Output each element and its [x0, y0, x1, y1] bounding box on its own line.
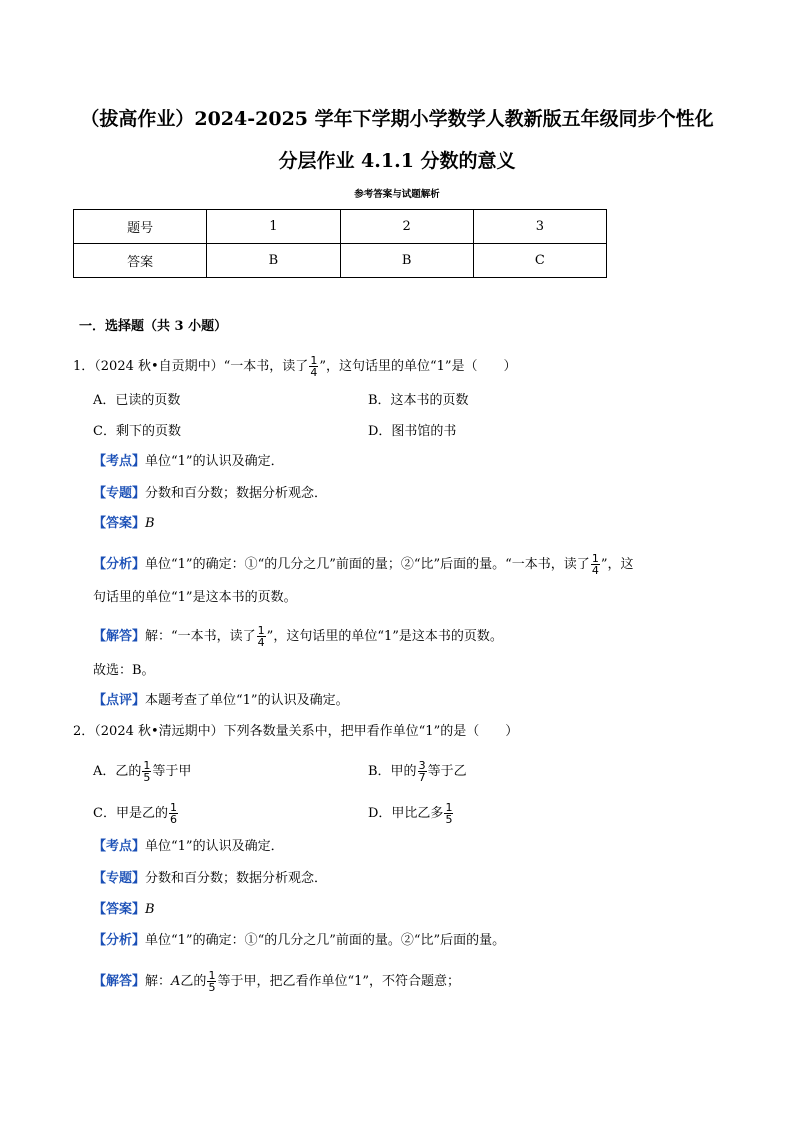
table-row	[74, 244, 607, 278]
q2-fenxi-text: 单位“1”的确定：①“的几分之几”前面的量。②“比”后面的量。	[145, 933, 506, 948]
q2-option-c	[93, 802, 179, 825]
kaodian-tag: 【考点】	[93, 454, 146, 469]
q1-fenxi-cont: 句话里的单位“1”是这本书的页数。	[93, 590, 297, 605]
denominator: 6	[169, 813, 177, 826]
denominator: 7	[418, 771, 426, 784]
table-cell: 2	[340, 210, 473, 244]
answer-table	[73, 209, 607, 278]
table-cell: 1	[207, 210, 340, 244]
q1-answer	[93, 515, 155, 533]
denominator: 5	[445, 813, 453, 826]
q1-fenxi-text: ”，这	[600, 557, 634, 572]
numerator: 1	[257, 624, 265, 637]
q1-kaodian	[93, 453, 284, 471]
fenxi-tag: 【分析】	[93, 557, 146, 572]
numerator: 1	[310, 354, 318, 367]
daan-tag: 【答案】	[93, 516, 146, 531]
section-heading: 一．选择题（共 3 小题）	[79, 319, 228, 334]
denominator: 5	[143, 771, 151, 784]
q2-option-a-text: A．乙的	[93, 764, 142, 779]
table-row	[74, 210, 607, 244]
page-title-line2: 分层作业 4.1.1 分数的意义	[278, 150, 516, 172]
q2-zhuanti	[93, 870, 327, 888]
q2-option-d-text: D．甲比乙多	[368, 806, 444, 821]
fraction	[418, 760, 427, 783]
denominator: 4	[591, 564, 599, 577]
q2-option-c-text: C．甲是乙的	[93, 806, 168, 821]
denominator: 5	[208, 981, 216, 994]
q1-stem-text: 1．（2024 秋•自贡期中）“一本书，读了	[73, 359, 309, 374]
numerator: 1	[591, 552, 599, 565]
kaodian-tag: 【考点】	[93, 839, 146, 854]
q2-jieda-text: 乙的	[180, 974, 207, 989]
fraction	[257, 625, 266, 648]
q1-guxuan: 故选：B。	[93, 663, 155, 678]
fraction	[444, 802, 453, 825]
zhuanti-tag: 【专题】	[93, 871, 146, 886]
table-cell: B	[340, 244, 473, 278]
q1-dianping-text: 本题考查了单位“1”的认识及确定。	[145, 693, 349, 708]
denominator: 4	[310, 366, 318, 379]
numerator: 3	[418, 759, 426, 772]
q1-stem	[73, 355, 517, 378]
q1-jieda	[93, 625, 503, 648]
fraction	[591, 553, 600, 576]
q2-option-b	[368, 760, 467, 783]
q2-jieda	[93, 970, 460, 993]
page-title-line1: （拔高作业）2024-2025 学年下学期小学数学人教新版五年级同步个性化	[80, 108, 714, 130]
q1-fenxi-text: 单位“1”的确定：①“的几分之几”前面的量；②“比”后面的量。“一本书，读了	[145, 557, 590, 572]
q2-jieda-letter: A	[171, 974, 181, 989]
numerator: 1	[143, 759, 151, 772]
q2-kaodian	[93, 838, 284, 856]
q1-stem-text: ”，这句话里的单位“1”是（ ）	[319, 359, 517, 374]
table-cell: 题号	[74, 210, 207, 244]
table-cell: 3	[473, 210, 606, 244]
numerator: 1	[169, 801, 177, 814]
fenxi-tag: 【分析】	[93, 933, 146, 948]
q1-option-c: C．剩下的页数	[93, 424, 181, 439]
q1-answer-letter: B	[145, 516, 155, 531]
q2-answer-letter: B	[145, 902, 155, 917]
q1-zhuanti	[93, 485, 327, 503]
q1-jieda-text: 解：“一本书，读了	[145, 629, 256, 644]
fraction	[142, 760, 151, 783]
q2-zhuanti-text: 分数和百分数；数据分析观念．	[145, 871, 328, 886]
fraction	[169, 802, 178, 825]
q2-answer	[93, 901, 155, 919]
q2-stem: 2．（2024 秋•清远期中）下列各数量关系中，把甲看作单位“1”的是（ ）	[73, 724, 519, 739]
q1-zhuanti-text: 分数和百分数；数据分析观念．	[145, 486, 328, 501]
fraction	[207, 970, 216, 993]
numerator: 1	[208, 969, 216, 982]
q1-fenxi	[93, 553, 633, 576]
q2-option-a-text: 等于甲	[152, 764, 192, 779]
zhuanti-tag: 【专题】	[93, 486, 146, 501]
q1-option-a: A．已读的页数	[93, 393, 181, 408]
denominator: 4	[257, 636, 265, 649]
jieda-tag: 【解答】	[93, 629, 146, 644]
q2-kaodian-text: 单位“1”的认识及确定．	[145, 839, 284, 854]
q2-option-b-text: B．甲的	[368, 764, 417, 779]
q1-dianping	[93, 692, 349, 710]
q2-option-d	[368, 802, 454, 825]
table-cell: B	[207, 244, 340, 278]
q1-option-b: B．这本书的页数	[368, 393, 469, 408]
jieda-tag: 【解答】	[93, 974, 146, 989]
numerator: 1	[445, 801, 453, 814]
table-cell: C	[473, 244, 606, 278]
q1-option-d: D．图书馆的书	[368, 424, 457, 439]
fraction	[309, 355, 318, 378]
dianping-tag: 【点评】	[93, 693, 146, 708]
table-cell: 答案	[74, 244, 207, 278]
q2-fenxi	[93, 932, 505, 950]
page-subtitle: 参考答案与试题解析	[354, 189, 440, 200]
daan-tag: 【答案】	[93, 902, 146, 917]
q2-jieda-text: 解：	[145, 974, 172, 989]
q1-jieda-text: ”，这句话里的单位“1”是这本书的页数。	[266, 629, 503, 644]
q2-option-b-text: 等于乙	[427, 764, 467, 779]
q2-jieda-text: 等于甲，把乙看作单位“1”，不符合题意；	[217, 974, 461, 989]
q1-kaodian-text: 单位“1”的认识及确定．	[145, 454, 284, 469]
q2-option-a	[93, 760, 191, 783]
